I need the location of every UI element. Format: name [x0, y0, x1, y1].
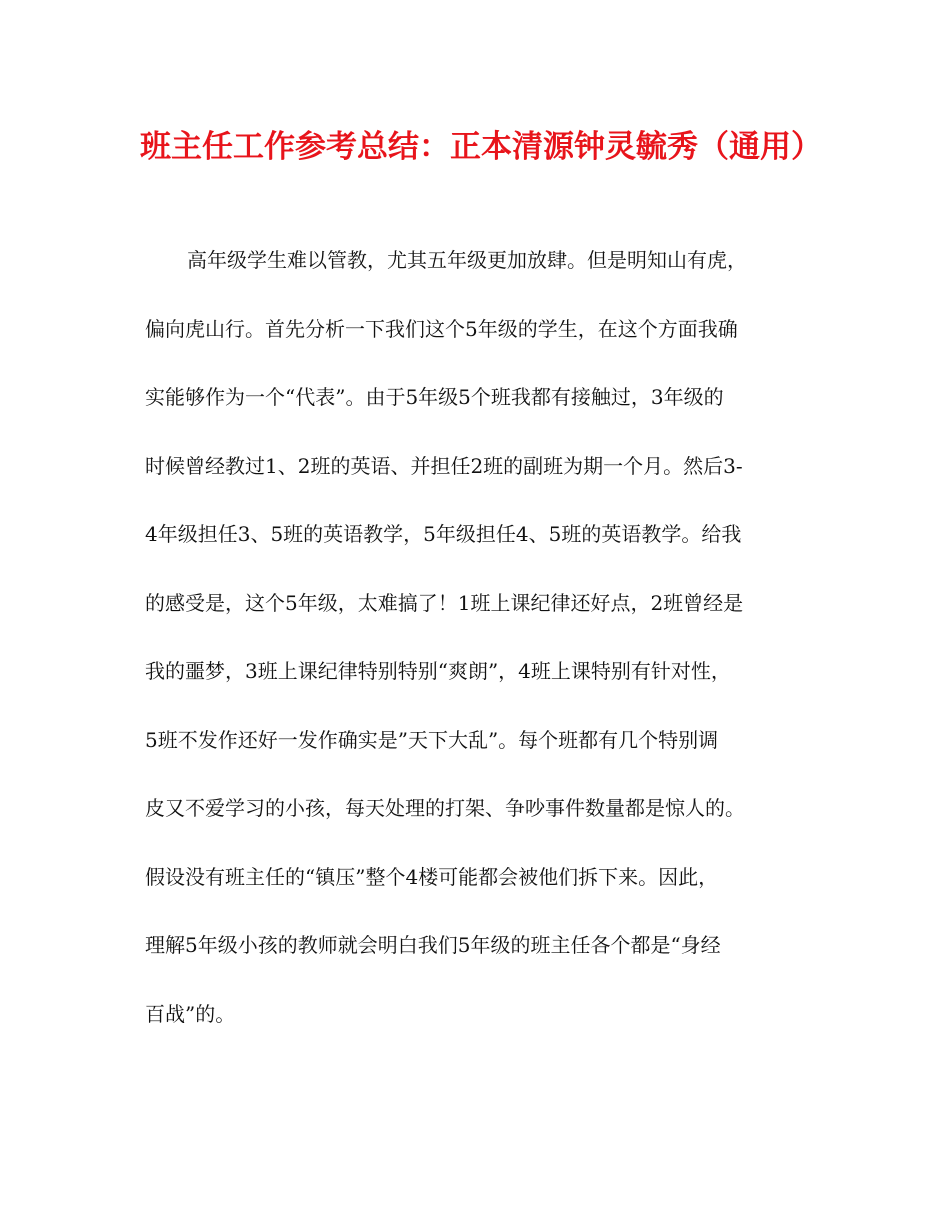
document-title: 班主任工作参考总结：正本清源钟灵毓秀（通用） — [140, 129, 822, 165]
paragraph-line: 我的噩梦，3班上课纪律特别特别“爽朗”，4班上课特别有针对性， — [145, 659, 731, 683]
paragraph-line: 理解5年级小孩的教师就会明白我们5年级的班主任各个都是“身经 — [145, 933, 721, 957]
paragraph-line: 假设没有班主任的“镇压”整个4楼可能都会被他们拆下来。因此， — [145, 864, 719, 889]
paragraph-line: 时候曾经教过1、2班的英语、并担任2班的副班为期一个月。然后3- — [145, 453, 743, 478]
paragraph-line: 皮又不爱学习的小孩，每天处理的打架、争吵事件数量都是惊人的。 — [145, 796, 745, 820]
paragraph-line: 实能够作为一个“代表”。由于5年级5个班我都有接触过，3年级的 — [145, 385, 724, 409]
paragraph-line: 百战”的。 — [145, 1001, 236, 1026]
paragraph-line: 偏向虎山行。首先分析一下我们这个5年级的学生，在这个方面我确 — [145, 316, 738, 341]
paragraph-line: 4年级担任3、5班的英语教学，5年级担任4、5班的英语教学。给我 — [145, 522, 742, 546]
paragraph-line: 5班不发作还好一发作确实是”天下大乱”。每个班都有几个特别调 — [145, 727, 719, 752]
paragraph-line: 的感受是，这个5年级，太难搞了！1班上课纪律还好点，2班曾经是 — [145, 590, 744, 615]
paragraph-line: 高年级学生难以管教，尤其五年级更加放肆。但是明知山有虎， — [187, 248, 747, 272]
document-body — [145, 226, 810, 1048]
